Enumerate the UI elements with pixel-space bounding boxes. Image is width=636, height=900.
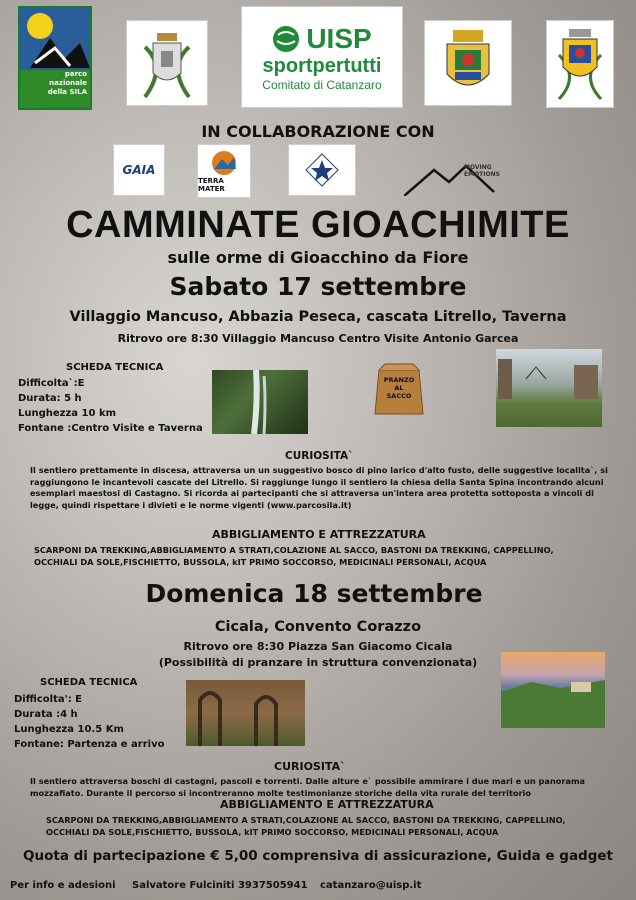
gaia-logo — [113, 144, 165, 196]
parco-label-3: della SILA — [47, 88, 87, 96]
crest-2-icon — [441, 28, 495, 98]
fee-text: Quota di partecipazione € 5,00 comprensiva di assicurazione, Guida e gadget — [23, 848, 613, 864]
uisp-committee: Comitato di Catanzaro — [262, 77, 382, 92]
cicala-landscape-photo — [501, 652, 605, 728]
uisp-tagline: sportpertutti — [262, 54, 382, 77]
day2-curiosity-text: Il sentiero attraversa boschi di castagni, pascoli e torrenti. Dalle alture e` possibile ammirare i due mari e un panorama mozzafiato. Durante il percorso si incontreranno molte testimonianze storiche della vita rurale del territorio — [30, 776, 586, 798]
day2-curiosity-title: CURIOSITA` — [274, 760, 346, 773]
footer-email[interactable]: catanzaro@uisp.it — [320, 880, 422, 891]
waterfall-photo — [212, 370, 308, 434]
subtitle: sulle orme di Gioacchino da Fiore — [167, 248, 469, 267]
parco-label-2: nazionale — [49, 79, 87, 87]
day1-fountains: Fontane :Centro Visite e Taverna — [18, 423, 203, 434]
day2-meeting: Ritrovo ore 8:30 Piazza San Giacomo Cicala — [183, 640, 453, 653]
day2-scheda-title: SCHEDA TECNICA — [40, 677, 138, 688]
uisp-logo — [241, 6, 403, 108]
day1-gear-text: SCARPONI DA TREKKING,ABBIGLIAMENTO A STRATI,COLAZIONE AL SACCO, BASTONI DA TREKKING, CAPPELLINO, OCCHIALI DA SOLE,FISCHIETTO, BUSSOLA, kIT PRIMO SOCCORSO, MEDICINALI PERSONALI, ACQUA — [34, 545, 554, 567]
moving-text: MOVING EMOTIONS — [464, 164, 500, 178]
moving-emotions-logo — [404, 162, 514, 196]
crest-icon — [137, 27, 197, 99]
uisp-brand: UISP — [306, 22, 372, 54]
day2-date: Domenica 18 settembre — [145, 579, 483, 608]
day1-curiosity-title: CURIOSITA` — [285, 450, 354, 462]
day1-gear-title: ABBIGLIAMENTO E ATTREZZATURA — [212, 528, 426, 541]
day2-lunch: (Possibilità di pranzare in struttura convenzionata) — [158, 656, 478, 669]
day2-scheda — [14, 692, 165, 752]
day2-difficulty: Difficolta': E — [14, 694, 83, 705]
day1-difficulty: Difficolta`:E — [18, 378, 85, 389]
gaia-text: GAIA — [122, 163, 156, 177]
page-title: CAMMINATE GIOACHIMITE — [66, 204, 570, 246]
day1-scheda — [18, 376, 203, 436]
uisp-globe-icon — [272, 25, 300, 53]
cai-logo — [288, 144, 356, 196]
day1-curiosity-text: Il sentiero prettamente in discesa, attraversa un un suggestivo bosco di pino larico d'alto fusto, delle suggestive localita`, si raggiungono le incantevoli cascate del Litrello. Si raggiunge lungo il sentiero la chiesa della Santa Spina incontrando alcuni esemplari maestosi di Castagno. Si ricorda ai partecipanti che si attraversa un'intera area protetta sottoposta a vincoli di legge, quindi rispettare i divieti e le norme vigenti (www.parcosila.it) — [30, 465, 608, 510]
terramater-text: TERRA MATER — [198, 177, 225, 193]
day1-places: Villaggio Mancuso, Abbazia Peseca, cascata Litrello, Taverna — [69, 309, 567, 325]
crest-logo-3 — [546, 20, 614, 108]
parco-label-1: parco — [64, 70, 87, 78]
day1-scheda-title: SCHEDA TECNICA — [66, 362, 164, 373]
day1-date: Sabato 17 settembre — [169, 272, 467, 301]
day2-duration: Durata :4 h — [14, 709, 78, 720]
day2-length: Lunghezza 10.5 Km — [14, 724, 124, 735]
day2-places: Cicala, Convento Corazzo — [214, 619, 422, 635]
terramater-logo — [197, 144, 251, 198]
pranzo-sacco-icon — [373, 362, 425, 416]
day1-length: Lunghezza 10 km — [18, 408, 117, 419]
abbey-ruins-photo — [496, 349, 602, 427]
terramater-icon — [210, 149, 238, 177]
crest-logo-1 — [126, 20, 208, 106]
crest-logo-2 — [424, 20, 512, 106]
footer-contact: Salvatore Fulciniti 3937505941 — [132, 880, 308, 891]
collab-heading: IN COLLABORAZIONE CON — [201, 122, 435, 141]
day2-fountains: Fontane: Partenza e arrivo — [14, 739, 165, 750]
day1-duration: Durata: 5 h — [18, 393, 82, 404]
pranzo-label: PRANZO AL SACCO — [383, 376, 415, 400]
footer-info: Per info e adesioni — [10, 880, 116, 891]
cai-star-icon — [302, 150, 342, 190]
crest-3-icon — [553, 27, 607, 101]
convento-corazzo-photo — [186, 680, 305, 746]
day2-gear-text: SCARPONI DA TREKKING,ABBIGLIAMENTO A STRATI,COLAZIONE AL SACCO, BASTONI DA TREKKING, CAPPELLINO, OCCHIALI DA SOLE,FISCHIETTO, BUSSOLA, kIT PRIMO SOCCORSO, MEDICINALI PERSONALI, ACQUA — [46, 815, 566, 837]
parco-sila-logo — [18, 6, 92, 110]
day2-gear-title: ABBIGLIAMENTO E ATTREZZATURA — [220, 798, 434, 811]
day1-meeting: Ritrovo ore 8:30 Villaggio Mancuso Centro Visite Antonio Garcea — [117, 332, 519, 345]
